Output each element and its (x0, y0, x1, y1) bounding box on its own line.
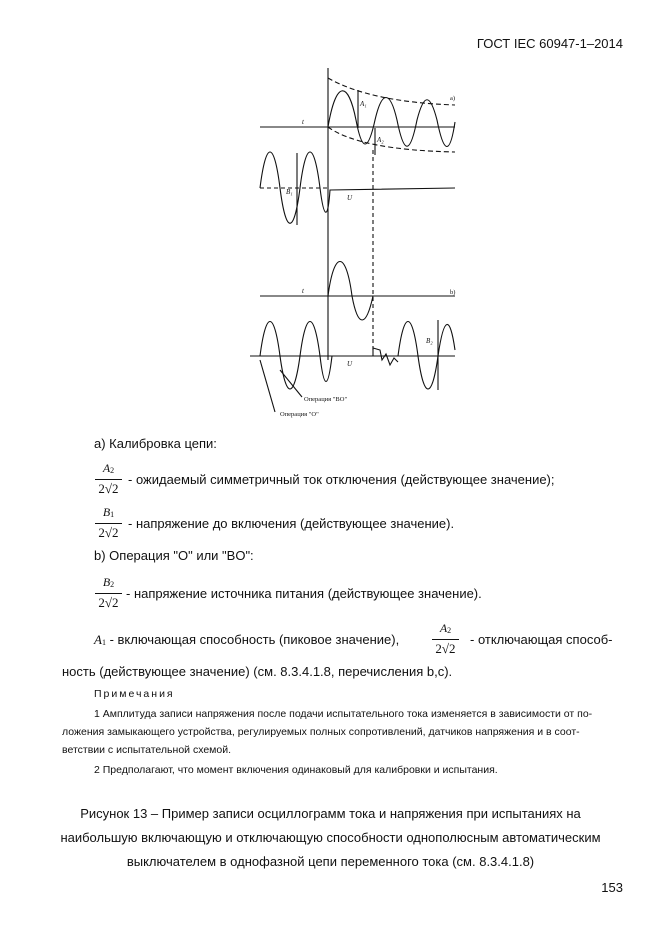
leader-bo (280, 370, 302, 397)
fraction-a2: A2 2√2 (95, 461, 122, 497)
a2-label: A₂ (377, 136, 384, 144)
axis-u-label-a: U (347, 194, 353, 202)
a2-breaking-continued: ность (действующее значение) (см. 8.3.4.1.8, перечисления b,c). (62, 664, 453, 679)
operation-bo-label: Операция "BO" (304, 396, 348, 403)
envelope-lower-a (328, 127, 455, 152)
current-wave-b (328, 262, 373, 321)
fraction-b2: B2 2√2 (95, 575, 122, 611)
note-1-line-3: ветствии с испытательной схемой. (62, 744, 232, 756)
a1-label: A₁ (360, 100, 367, 108)
axis-t-label-a: t (302, 118, 304, 126)
a2-description: - ожидаемый симметричный ток отключения (действующее значение); (128, 472, 555, 487)
standard-header: ГОСТ IEC 60947-1–2014 (476, 36, 623, 51)
fraction-b1: B1 2√2 (95, 505, 122, 541)
a2-breaking-description: - отключающая способ- (470, 632, 613, 647)
figure-caption: Рисунок 13 – Пример записи осциллограмм тока и напряжения при испытаниях на наибольшую включающую и отключающую способности однополюсным автоматическим выключателем в однофазной цепи переменного тока (см. 8.3.4.1.8) (60, 806, 601, 869)
figure-label-a: a) (450, 95, 456, 102)
b2-description: - напряжение источника питания (действующее значение). (126, 586, 482, 601)
axis-u-label-b: U (347, 360, 353, 368)
voltage-wave-b1 (260, 322, 332, 390)
leader-o (260, 360, 275, 412)
a1-description: A1 - включающая способность (пиковое значение), (94, 632, 400, 647)
page-number: 153 (601, 880, 623, 895)
note-1-line-1: 1 Амплитуда записи напряжения после подачи испытательного тока изменяется в зависимости от по- (94, 708, 593, 720)
b1-description: - напряжение до включения (действующее значение). (128, 516, 455, 531)
axis-t-label-b: t (302, 287, 304, 295)
note-1-line-2: ложения замыкающего устройства, регулируемых полных сопротивлений, датчиков напряжения и в соот- (62, 726, 580, 738)
figure-label-b: b) (450, 289, 456, 296)
operation-o-label: Операция "O" (280, 411, 319, 418)
oscillogram-figure (240, 60, 470, 435)
notes-heading: Примечания (94, 688, 175, 700)
envelope-upper-a (328, 78, 455, 105)
b2-label: B₂ (426, 337, 433, 345)
fraction-a2-breaking: A2 2√2 (432, 621, 459, 657)
calibration-title: a) Калибровка цепи: (94, 436, 217, 451)
operation-title: b) Операция "O" или "BO": (94, 548, 254, 563)
voltage-wave-b2 (398, 322, 455, 390)
note-2: 2 Предполагают, что момент включения одинаковый для калибровки и испытания. (94, 764, 498, 776)
b1-label: B₁ (286, 188, 293, 196)
